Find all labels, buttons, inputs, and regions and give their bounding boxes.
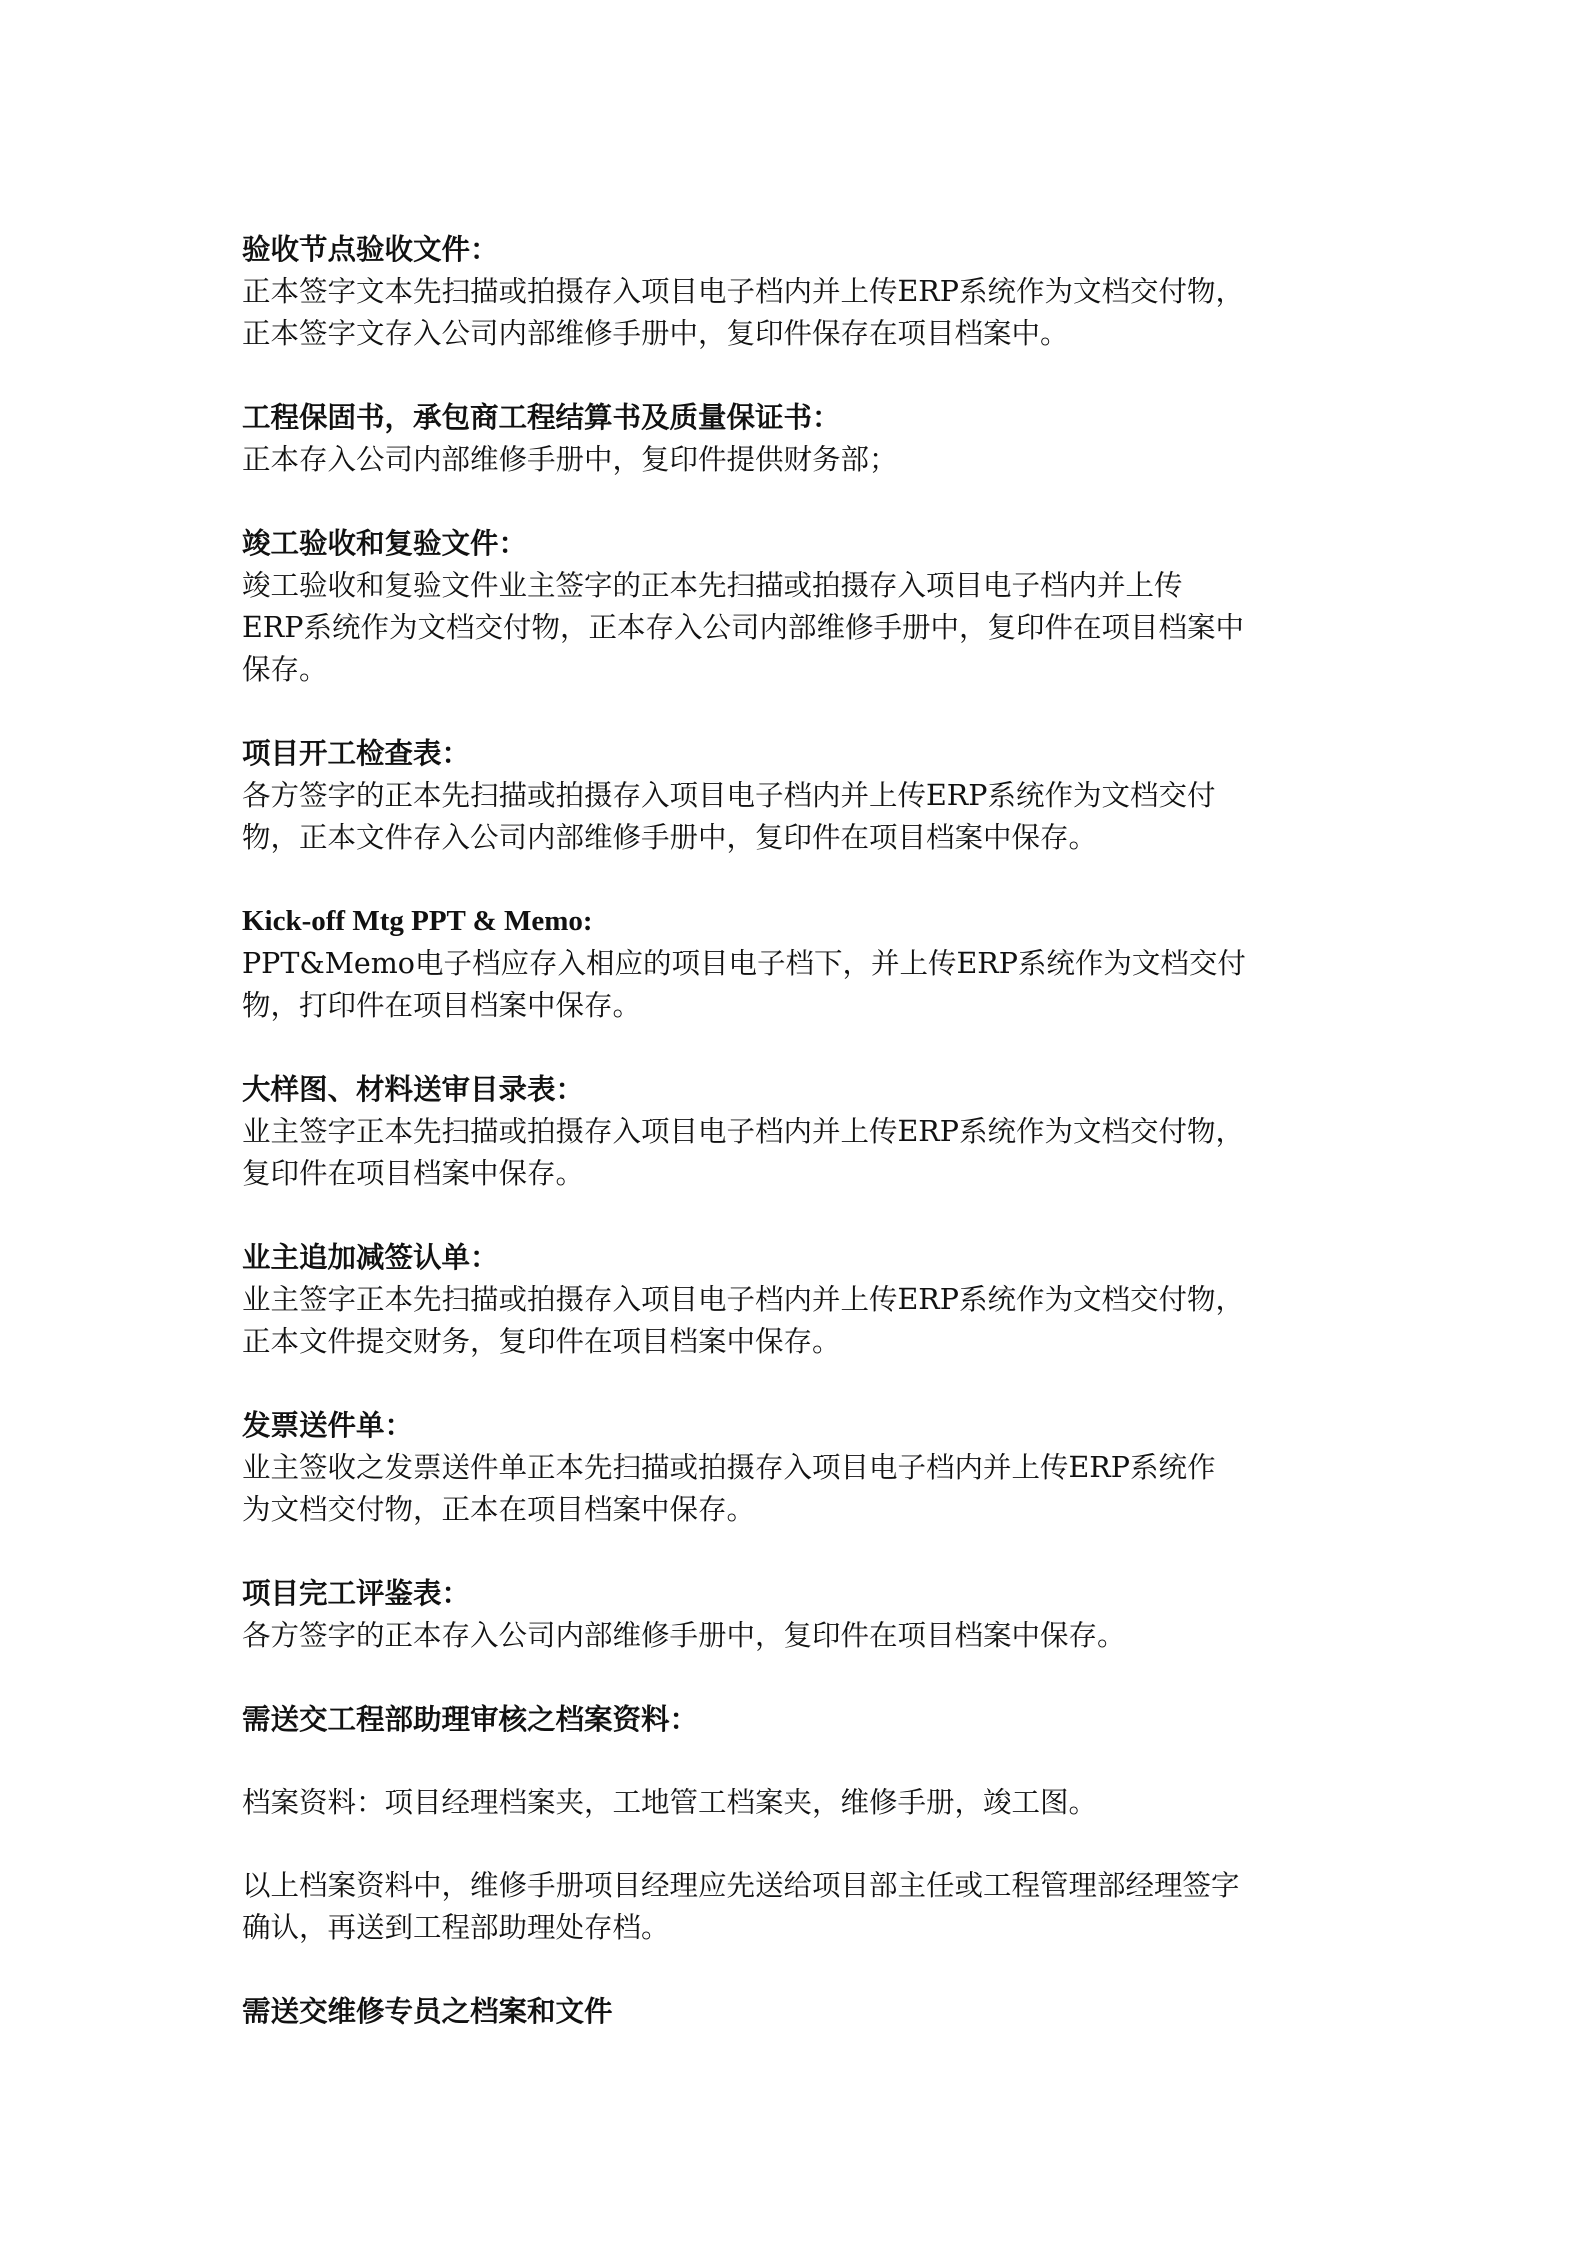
section-maintenance-specialist-files <box>242 1990 1362 2033</box>
section-warranty-settlement <box>242 396 1362 481</box>
section-completion-evaluation <box>242 1572 1362 1657</box>
section-kickoff-meeting <box>242 900 1362 1027</box>
paragraph-line: 物，正本文件存入公司内部维修手册中，复印件在项目档案中保存。 <box>242 821 1098 854</box>
section-heading: 大样图、材料送审目录表： <box>242 1072 585 1106</box>
section-invoice-delivery <box>242 1404 1362 1531</box>
section-shop-drawings <box>242 1068 1362 1195</box>
paragraph-line: 以上档案资料中，维修手册项目经理应先送给项目部主任或工程管理部经理签字 <box>242 1869 1240 1902</box>
section-assistant-review-files <box>242 1698 1362 1741</box>
section-heading: 竣工验收和复验文件： <box>242 526 528 560</box>
paragraph-line: ERP系统作为文档交付物，正本存入公司内部维修手册中，复印件在项目档案中 <box>242 611 1244 644</box>
paragraph-line: 正本文件提交财务，复印件在项目档案中保存。 <box>242 1325 841 1358</box>
paragraph-line: 各方签字的正本先扫描或拍摄存入项目电子档内并上传ERP系统作为文档交付 <box>242 779 1216 812</box>
section-completion-acceptance <box>242 522 1362 691</box>
paragraph-line: 复印件在项目档案中保存。 <box>242 1157 585 1190</box>
paragraph-line: 确认，再送到工程部助理处存档。 <box>242 1911 670 1944</box>
section-project-start-checklist <box>242 732 1362 859</box>
section-heading: 需送交维修专员之档案和文件 <box>242 1994 613 2028</box>
paragraph-line: 业主签字正本先扫描或拍摄存入项目电子档内并上传ERP系统作为文档交付物， <box>242 1115 1244 1148</box>
paragraph-line: 档案资料：项目经理档案夹，工地管工档案夹，维修手册，竣工图。 <box>242 1786 1098 1819</box>
section-acceptance-node-files <box>242 228 1362 355</box>
paragraph-line: 业主签字正本先扫描或拍摄存入项目电子档内并上传ERP系统作为文档交付物， <box>242 1283 1244 1316</box>
paragraph-line: 竣工验收和复验文件业主签字的正本先扫描或拍摄存入项目电子档内并上传 <box>242 569 1183 602</box>
section-heading: 项目完工评鉴表： <box>242 1576 471 1610</box>
section-heading: 工程保固书，承包商工程结算书及质量保证书： <box>242 400 841 434</box>
paragraph-line: 正本存入公司内部维修手册中，复印件提供财务部； <box>242 443 898 476</box>
paragraph-line: 正本签字文本先扫描或拍摄存入项目电子档内并上传ERP系统作为文档交付物， <box>242 275 1244 308</box>
section-maintenance-manual-note <box>242 1865 1362 1949</box>
paragraph-line: PPT&Memo电子档应存入相应的项目电子档下，并上传ERP系统作为文档交付 <box>242 947 1246 980</box>
paragraph-line: 保存。 <box>242 653 328 686</box>
section-variation-orders <box>242 1236 1362 1363</box>
section-heading: Kick-off Mtg PPT & Memo: <box>242 905 593 937</box>
paragraph-line: 为文档交付物，正本在项目档案中保存。 <box>242 1493 756 1526</box>
paragraph-line: 各方签字的正本存入公司内部维修手册中，复印件在项目档案中保存。 <box>242 1619 1126 1652</box>
paragraph-line: 业主签收之发票送件单正本先扫描或拍摄存入项目电子档内并上传ERP系统作 <box>242 1451 1216 1484</box>
section-heading: 验收节点验收文件： <box>242 232 499 266</box>
document-body <box>242 228 1362 2074</box>
section-heading: 项目开工检查表： <box>242 736 471 770</box>
section-file-list <box>242 1782 1362 1824</box>
section-heading: 业主追加减签认单： <box>242 1240 499 1274</box>
paragraph-line: 物，打印件在项目档案中保存。 <box>242 989 642 1022</box>
section-heading: 发票送件单： <box>242 1408 414 1442</box>
section-heading: 需送交工程部助理审核之档案资料： <box>242 1702 699 1736</box>
paragraph-line: 正本签字文存入公司内部维修手册中，复印件保存在项目档案中。 <box>242 317 1069 350</box>
